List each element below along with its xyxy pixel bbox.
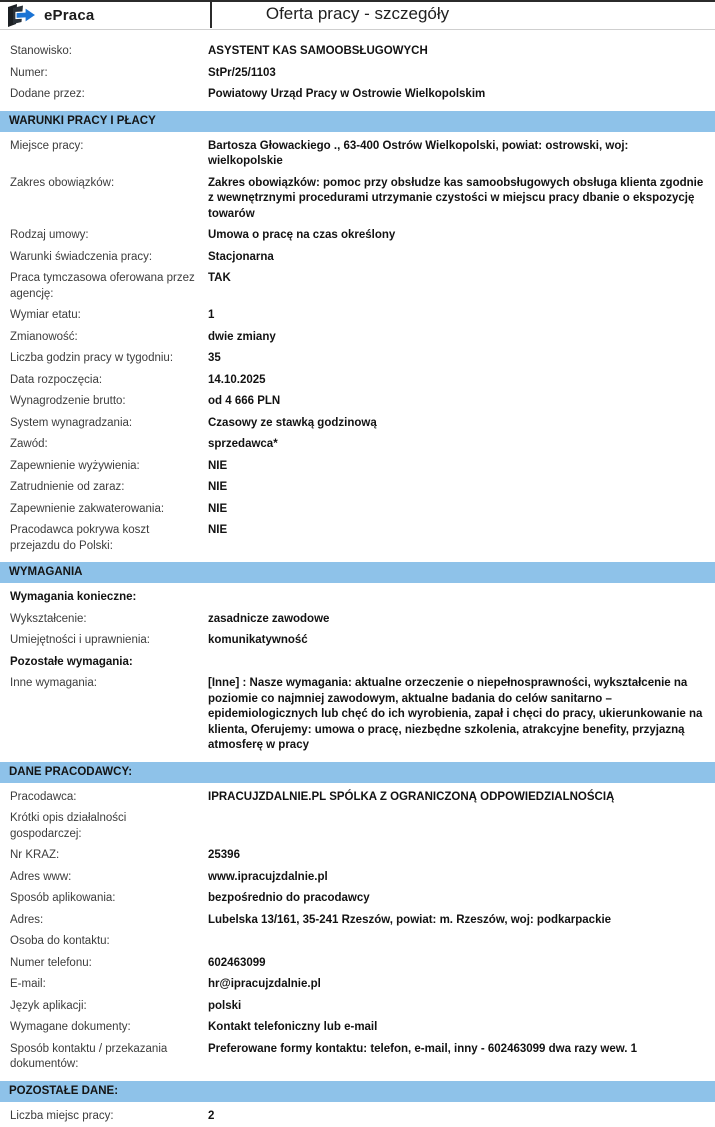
field-value: 2	[208, 1109, 705, 1125]
field-row	[0, 499, 715, 521]
field-label: Inne wymagania:	[10, 676, 208, 692]
page-header	[0, 0, 715, 30]
field-label: Numer:	[10, 66, 208, 82]
field-label: Adres www:	[10, 870, 208, 886]
field-row	[0, 931, 715, 953]
field-row	[0, 867, 715, 889]
field-row	[0, 888, 715, 910]
field-value: 602463099	[208, 956, 705, 972]
field-label: Liczba miejsc pracy:	[10, 1109, 208, 1125]
field-row	[0, 434, 715, 456]
field-row	[0, 845, 715, 867]
field-row	[0, 910, 715, 932]
field-label: Wykształcenie:	[10, 612, 208, 628]
field-value: StPr/25/1103	[208, 66, 705, 82]
field-label: Krótki opis działalności gospodarczej:	[10, 811, 208, 842]
field-row	[0, 609, 715, 631]
field-value: [Inne] : Nasze wymagania: aktualne orzeczenie o niepełnosprawności, wykształcenie na poziomie co najmniej zawodowym, aktualne badania do celów sanitarno – epidemiologicznych lub chęć do ich wyrobienia, zapał i chęci do pracy, ukierunkowanie na klienta, Oferujemy: umowa o pracę, niezbędne szkolenia, atrakcyjne benefity, przyjazną atmosferę w pracy	[208, 676, 705, 754]
field-row	[0, 1039, 715, 1076]
field-value: Lubelska 13/161, 35-241 Rzeszów, powiat: m. Rzeszów, woj: podkarpackie	[208, 913, 705, 929]
section-header: WARUNKI PRACY I PŁACY	[0, 111, 715, 132]
field-label: Numer telefonu:	[10, 956, 208, 972]
field-row	[0, 1017, 715, 1039]
field-label: Data rozpoczęcia:	[10, 373, 208, 389]
field-row	[0, 305, 715, 327]
field-label: Miejsce pracy:	[10, 139, 208, 155]
field-label: Wymiar etatu:	[10, 308, 208, 324]
field-label: E-mail:	[10, 977, 208, 993]
field-value: od 4 666 PLN	[208, 394, 705, 410]
field-value: Bartosza Głowackiego ., 63-400 Ostrów Wielkopolski, powiat: ostrowski, woj: wielkopolskie	[208, 139, 705, 170]
field-row	[0, 953, 715, 975]
field-row	[0, 996, 715, 1018]
field-label: Wynagrodzenie brutto:	[10, 394, 208, 410]
field-row	[0, 808, 715, 845]
field-row	[0, 652, 715, 674]
field-value: sprzedawca*	[208, 437, 705, 453]
field-value: 1	[208, 308, 705, 324]
field-row	[0, 630, 715, 652]
field-value: polski	[208, 999, 705, 1015]
section-header: POZOSTAŁE DANE:	[0, 1081, 715, 1102]
field-label: Zmianowość:	[10, 330, 208, 346]
field-value: hr@ipracujzdalnie.pl	[208, 977, 705, 993]
section-header: WYMAGANIA	[0, 562, 715, 583]
field-value: 35	[208, 351, 705, 367]
field-label: Wymagane dokumenty:	[10, 1020, 208, 1036]
field-value: 14.10.2025	[208, 373, 705, 389]
field-label: Stanowisko:	[10, 44, 208, 60]
field-label: Zakres obowiązków:	[10, 176, 208, 192]
field-row	[0, 348, 715, 370]
field-label: Dodane przez:	[10, 87, 208, 103]
field-label: Zawód:	[10, 437, 208, 453]
field-value: Kontakt telefoniczny lub e-mail	[208, 1020, 705, 1036]
field-label: Warunki świadczenia pracy:	[10, 250, 208, 266]
field-label: Zatrudnienie od zaraz:	[10, 480, 208, 496]
field-row	[0, 84, 715, 106]
field-label: Umiejętności i uprawnienia:	[10, 633, 208, 649]
field-value: NIE	[208, 523, 705, 539]
field-row	[0, 63, 715, 85]
offer-details	[0, 30, 715, 1127]
field-value: zasadnicze zawodowe	[208, 612, 705, 628]
field-value: TAK	[208, 271, 705, 287]
field-value: IPRACUJZDALNIE.PL SPÓLKA Z OGRANICZONĄ ODPOWIEDZIALNOŚCIĄ	[208, 790, 705, 806]
field-row	[0, 268, 715, 305]
field-value: ASYSTENT KAS SAMOOBSŁUGOWYCH	[208, 44, 705, 60]
field-value: www.ipracujzdalnie.pl	[208, 870, 705, 886]
field-label: Nr KRAZ:	[10, 848, 208, 864]
field-value: Stacjonarna	[208, 250, 705, 266]
page-title: Oferta pracy - szczegóły	[0, 4, 715, 24]
field-label: Pracodawca pokrywa koszt przejazdu do Polski:	[10, 523, 208, 554]
field-row	[0, 247, 715, 269]
field-value: Powiatowy Urząd Pracy w Ostrowie Wielkopolskim	[208, 87, 705, 103]
field-row	[0, 673, 715, 757]
field-value: NIE	[208, 459, 705, 475]
field-row	[0, 391, 715, 413]
field-label: Liczba godzin pracy w tygodniu:	[10, 351, 208, 367]
field-label: Praca tymczasowa oferowana przez agencję:	[10, 271, 208, 302]
field-row	[0, 787, 715, 809]
field-value: Umowa o pracę na czas określony	[208, 228, 705, 244]
field-label: Język aplikacji:	[10, 999, 208, 1015]
brand-name: ePraca	[44, 7, 94, 24]
field-label: Adres:	[10, 913, 208, 929]
field-value: Czasowy ze stawką godzinową	[208, 416, 705, 432]
field-label: System wynagradzania:	[10, 416, 208, 432]
field-row	[0, 520, 715, 557]
field-label: Sposób aplikowania:	[10, 891, 208, 907]
field-label: Zapewnienie wyżywienia:	[10, 459, 208, 475]
field-row	[0, 456, 715, 478]
field-row	[0, 370, 715, 392]
field-value: dwie zmiany	[208, 330, 705, 346]
field-label: Osoba do kontaktu:	[10, 934, 208, 950]
field-row	[0, 413, 715, 435]
field-label: Rodzaj umowy:	[10, 228, 208, 244]
field-row	[0, 173, 715, 226]
field-row	[0, 225, 715, 247]
field-row	[0, 477, 715, 499]
field-row	[0, 1106, 715, 1127]
field-label: Zapewnienie zakwaterowania:	[10, 502, 208, 518]
field-value: 25396	[208, 848, 705, 864]
field-row	[0, 327, 715, 349]
field-label: Wymagania konieczne:	[10, 590, 208, 606]
field-value: komunikatywność	[208, 633, 705, 649]
field-value: bezpośrednio do pracodawcy	[208, 891, 705, 907]
field-row	[0, 136, 715, 173]
field-value: Zakres obowiązków: pomoc przy obsłudze kas samoobsługowych obsługa klienta zgodnie z wewnętrznymi procedurami utrzymanie czystości w miejscu pracy dbanie o ekspozycję towarów	[208, 176, 705, 223]
field-value: NIE	[208, 480, 705, 496]
field-row	[0, 974, 715, 996]
field-label: Sposób kontaktu / przekazania dokumentów:	[10, 1042, 208, 1073]
field-value: NIE	[208, 502, 705, 518]
field-row	[0, 41, 715, 63]
section-header: DANE PRACODAWCY:	[0, 762, 715, 783]
field-row	[0, 587, 715, 609]
field-label: Pracodawca:	[10, 790, 208, 806]
field-value: Preferowane formy kontaktu: telefon, e-mail, inny - 602463099 dwa razy wew. 1	[208, 1042, 705, 1058]
field-label: Pozostałe wymagania:	[10, 655, 208, 671]
